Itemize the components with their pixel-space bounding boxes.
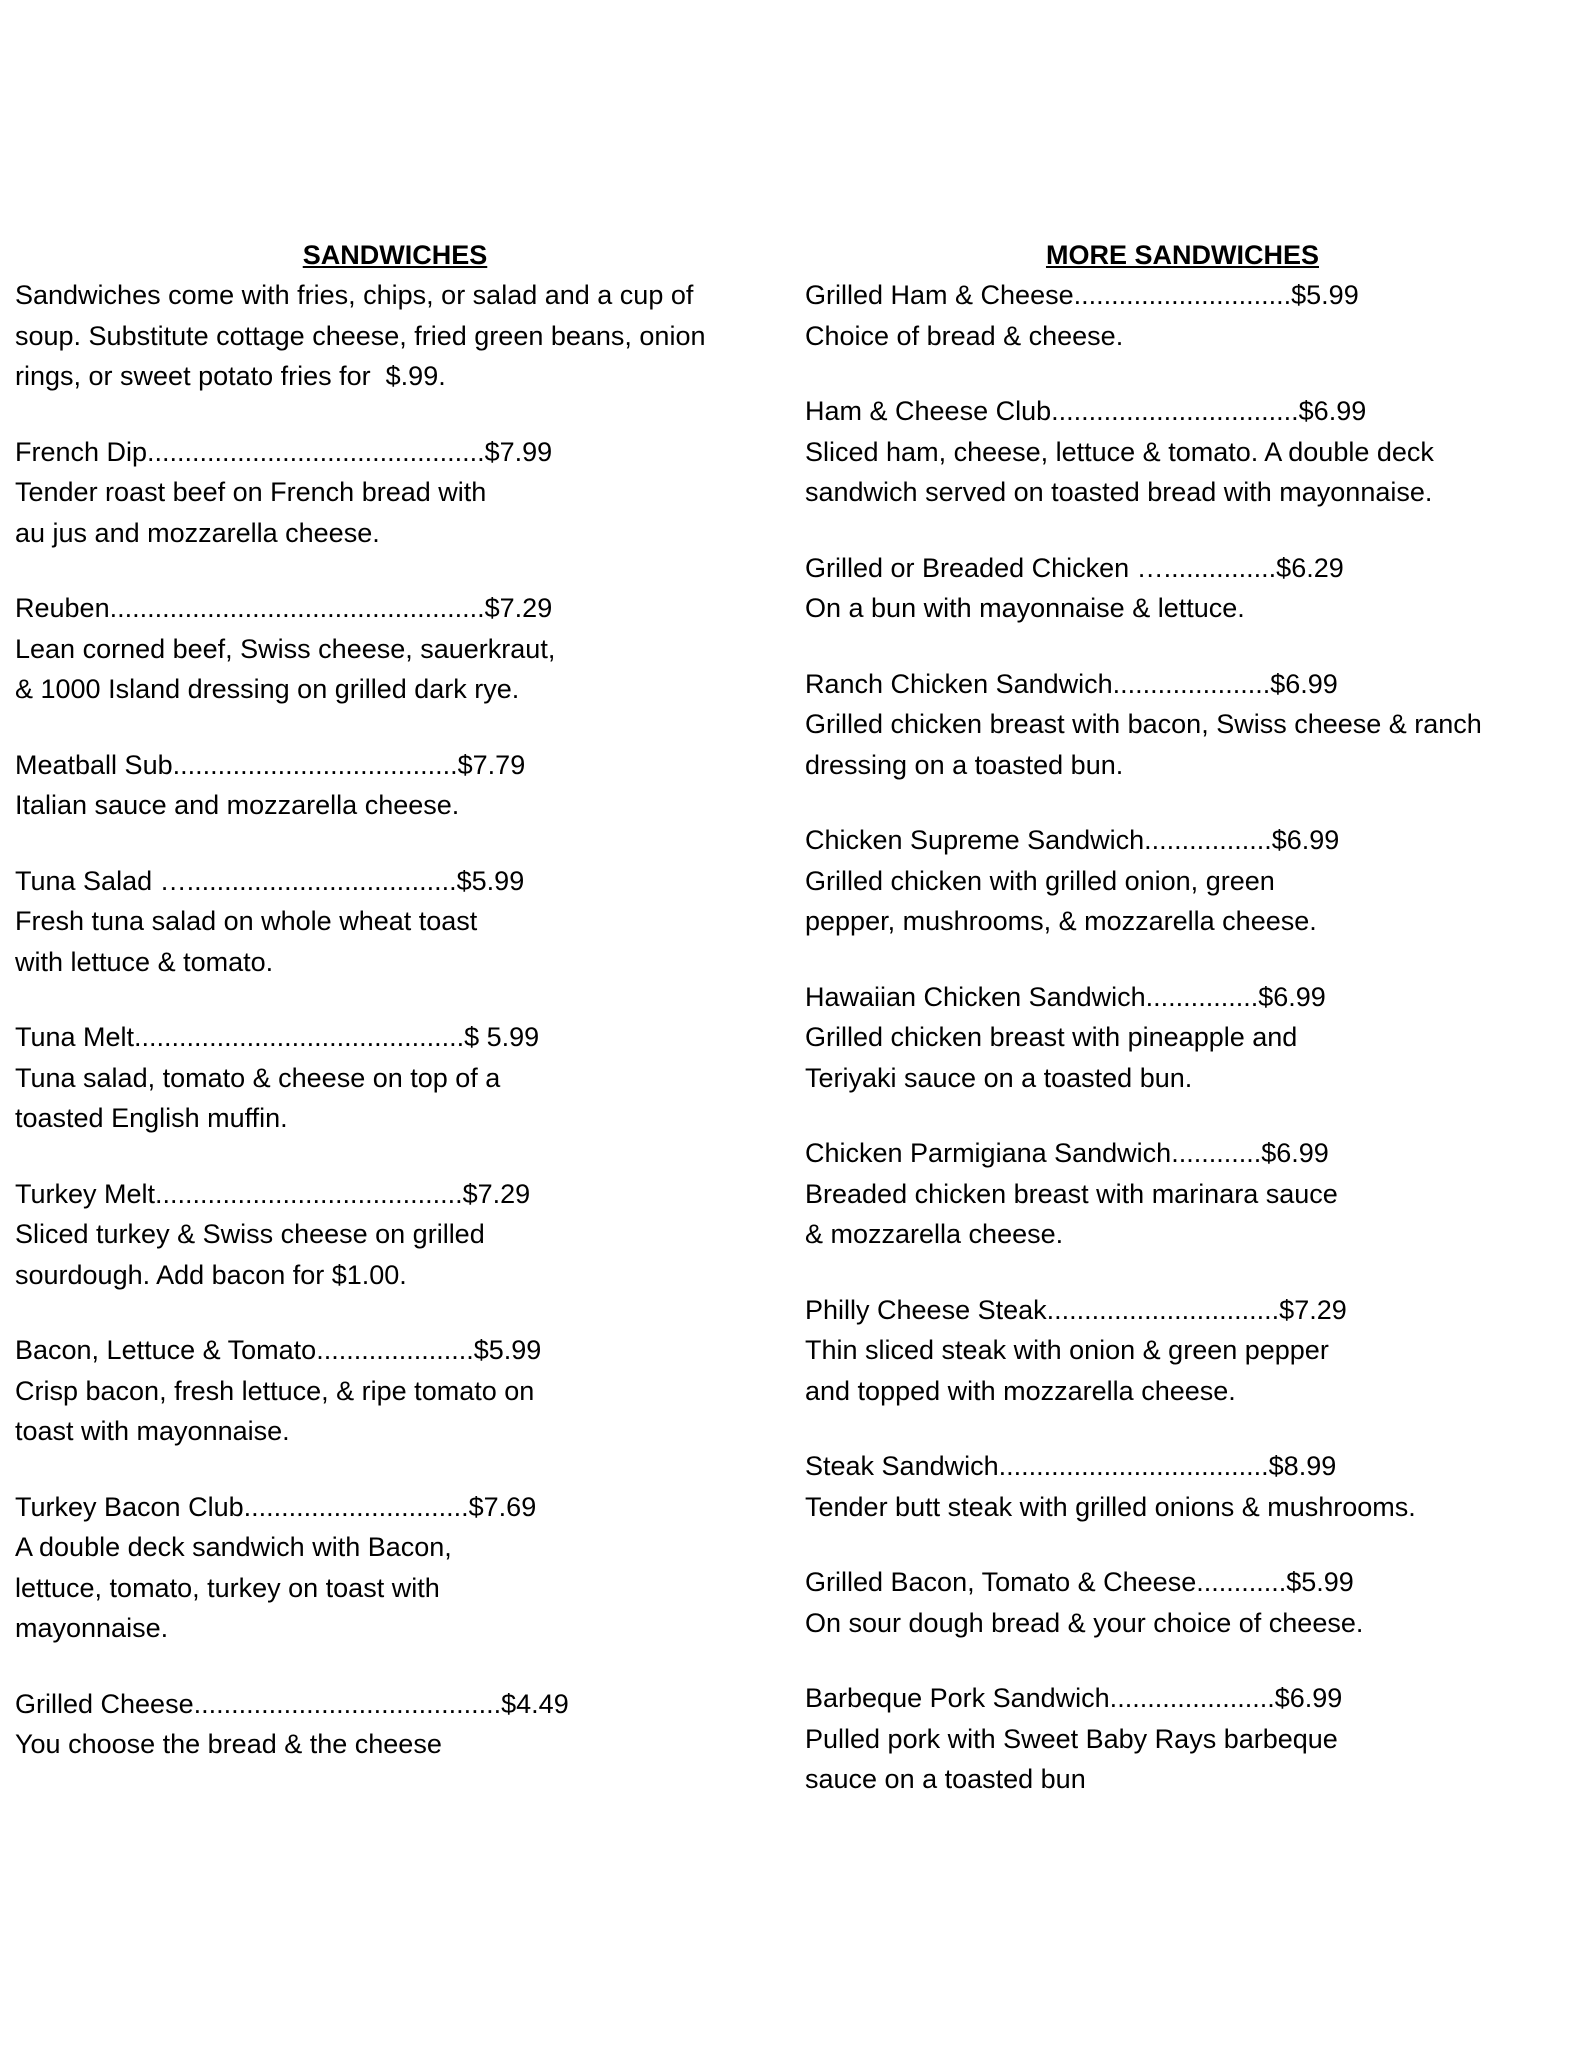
menu-item-title: French Dip.............................................$7.99: [15, 436, 553, 467]
menu-item-philly-cheese-steak: [805, 1290, 1565, 1412]
menu-item-turkey-bacon-club: [15, 1487, 760, 1649]
menu-item-title: Grilled Bacon, Tomato & Cheese............$5.99: [805, 1567, 1354, 1597]
menu-item-title: Ham & Cheese Club.................................$6.99: [805, 396, 1367, 426]
menu-item-description: Thin sliced steak with onion & green pepper and topped with mozzarella cheese.: [805, 1335, 1329, 1406]
menu-item-grilled-cheese: [15, 1684, 760, 1765]
menu-item-grilled-bacon-tomato-cheese: [805, 1562, 1565, 1643]
menu-item-barbeque-pork: [805, 1678, 1565, 1800]
menu-item-description: Pulled pork with Sweet Baby Rays barbeque sauce on a toasted bun: [805, 1723, 1338, 1794]
menu-item-description: Grilled chicken with grilled onion, green pepper, mushrooms, & mozzarella cheese.: [805, 865, 1317, 936]
menu-item-title: Steak Sandwich....................................$8.99: [805, 1451, 1337, 1481]
menu-item-blt: [15, 1330, 760, 1452]
menu-item-description: Choice of bread & cheese.: [805, 320, 1124, 351]
menu-item-title: Reuben..................................................$7.29: [15, 593, 553, 623]
menu-item-chicken-supreme: [805, 820, 1565, 942]
menu-item-title: Grilled Ham & Cheese.............................$5.99: [805, 280, 1359, 310]
menu-item-description: Grilled chicken breast with pineapple and Teriyaki sauce on a toasted bun.: [805, 1022, 1298, 1093]
menu-item-description: Sliced ham, cheese, lettuce & tomato. A double deck sandwich served on toasted bread with mayonnaise.: [805, 436, 1434, 507]
menu-item-title: Turkey Melt.........................................$7.29: [15, 1178, 531, 1209]
menu-item-tuna-melt: [15, 1017, 760, 1139]
menu-item-meatball-sub: [15, 745, 760, 826]
sandwiches-heading: SANDWICHES: [302, 240, 488, 270]
menu-item-description: Crisp bacon, fresh lettuce, & ripe tomato on toast with mayonnaise.: [15, 1375, 535, 1446]
menu-item-title: Barbeque Pork Sandwich......................$6.99: [805, 1683, 1343, 1713]
menu-item-title: Chicken Parmigiana Sandwich............$6.99: [805, 1138, 1329, 1168]
menu-item-grilled-ham-cheese: [805, 275, 1565, 356]
menu-item-description: Fresh tuna salad on whole wheat toast with lettuce & tomato.: [15, 906, 478, 977]
menu-item-description: Lean corned beef, Swiss cheese, sauerkraut, & 1000 Island dressing on grilled dark rye.: [15, 633, 556, 704]
menu-item-chicken-parmigiana: [805, 1133, 1565, 1255]
menu-item-title: Meatball Sub......................................$7.79: [15, 749, 526, 780]
menu-item-ham-cheese-club: [805, 391, 1565, 513]
menu-item-title: Grilled or Breaded Chicken …...............$6.29: [805, 552, 1344, 583]
menu-item-description: Grilled chicken breast with bacon, Swiss cheese & ranch dressing on a toasted bun.: [805, 709, 1482, 780]
menu-item-title: Tuna Salad …....................................$5.99: [15, 865, 525, 896]
menu-item-french-dip: [15, 432, 760, 554]
menu-item-description: Tender roast beef on French bread with au jus and mozzarella cheese.: [15, 477, 487, 548]
menu-item-title: Grilled Cheese.........................................$4.49: [15, 1688, 569, 1719]
menu-item-ranch-chicken: [805, 664, 1565, 786]
menu-item-title: Hawaiian Chicken Sandwich...............$6.99: [805, 981, 1326, 1012]
menu-item-grilled-breaded-chicken: [805, 548, 1565, 629]
menu-item-description: On sour dough bread & your choice of cheese.: [805, 1607, 1364, 1638]
menu-item-tuna-salad: [15, 861, 760, 983]
sandwiches-column: [15, 235, 760, 1800]
menu-item-turkey-melt: [15, 1174, 760, 1296]
more-sandwiches-column: [805, 235, 1565, 1835]
menu-item-title: Chicken Supreme Sandwich.................$6.99: [805, 825, 1340, 855]
menu-item-title: Ranch Chicken Sandwich.....................$6.99: [805, 668, 1338, 699]
menu-item-title: Philly Cheese Steak...............................$7.29: [805, 1294, 1347, 1325]
menu-item-description: Tender butt steak with grilled onions & mushrooms.: [805, 1491, 1416, 1522]
menu-item-hawaiian-chicken: [805, 977, 1565, 1099]
sandwiches-intro: Sandwiches come with fries, chips, or salad and a cup of soup. Substitute cottage cheese, fried green beans, onion rings, or sweet potato fries for $.99.: [15, 280, 706, 391]
menu-item-description: Tuna salad, tomato & cheese on top of a toasted English muffin.: [15, 1062, 501, 1133]
menu-item-description: Italian sauce and mozzarella cheese.: [15, 790, 460, 820]
more-sandwiches-heading: MORE SANDWICHES: [1045, 240, 1319, 270]
menu-item-description: Sliced turkey & Swiss cheese on grilled sourdough. Add bacon for $1.00.: [15, 1219, 485, 1290]
menu-item-title: Turkey Bacon Club..............................$7.69: [15, 1491, 537, 1522]
menu-item-description: Breaded chicken breast with marinara sauce & mozzarella cheese.: [805, 1178, 1338, 1249]
menu-item-reuben: [15, 588, 760, 710]
menu-item-description: On a bun with mayonnaise & lettuce.: [805, 593, 1245, 623]
menu-item-steak-sandwich: [805, 1446, 1565, 1527]
menu-item-description: You choose the bread & the cheese: [15, 1729, 442, 1759]
menu-item-title: Bacon, Lettuce & Tomato.....................$5.99: [15, 1335, 542, 1365]
menu-item-title: Tuna Melt............................................$ 5.99: [15, 1022, 540, 1052]
menu-item-description: A double deck sandwich with Bacon, lettuce, tomato, turkey on toast with mayonnaise.: [15, 1532, 452, 1643]
